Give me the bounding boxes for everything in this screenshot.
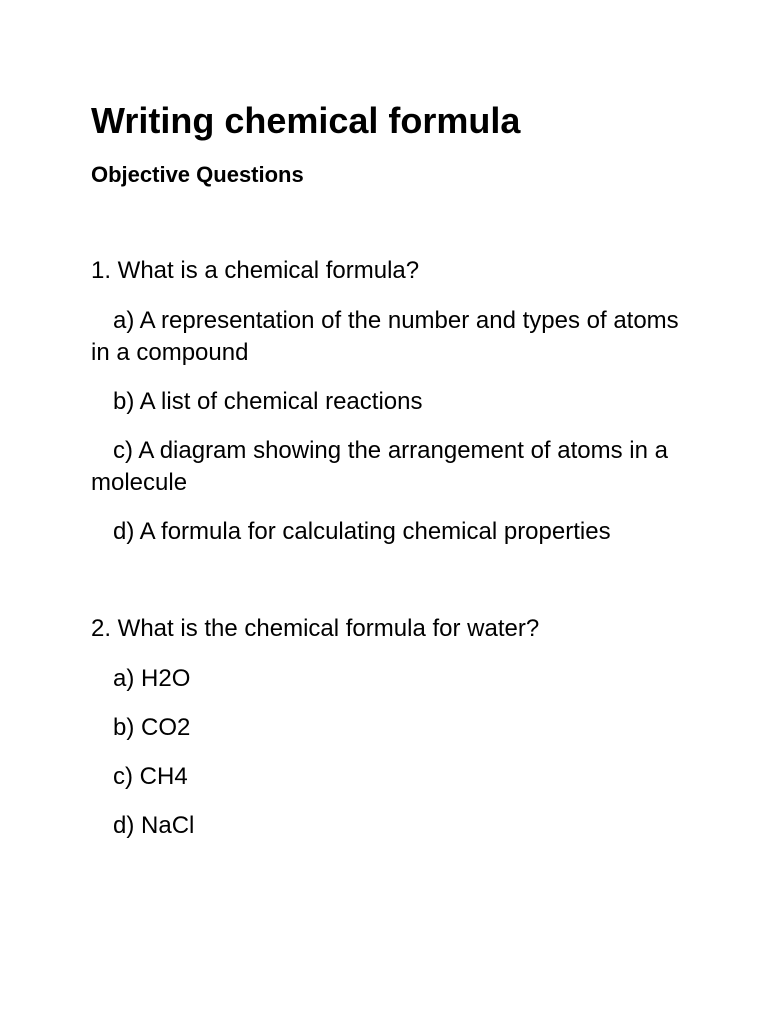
answer-option-b: b) CO2 <box>113 714 191 741</box>
document-subtitle: Objective Questions <box>91 162 304 187</box>
answer-option-a: a) A representation of the number and types of atoms in a compound <box>91 307 679 366</box>
answer-option-d: d) NaCl <box>113 812 195 839</box>
question-stem: 1. What is a chemical formula? <box>91 257 420 284</box>
answer-option-b: b) A list of chemical reactions <box>113 388 423 415</box>
answer-option-a: a) H2O <box>113 665 191 692</box>
answer-option-d: d) A formula for calculating chemical properties <box>113 518 611 545</box>
question-stem: 2. What is the chemical formula for water? <box>91 615 540 642</box>
question-1 <box>91 256 681 565</box>
document-title: Writing chemical formula <box>91 100 521 141</box>
answer-option-c: c) CH4 <box>113 763 188 790</box>
question-2 <box>91 614 681 859</box>
answer-option-c: c) A diagram showing the arrangement of atoms in a molecule <box>91 437 668 496</box>
